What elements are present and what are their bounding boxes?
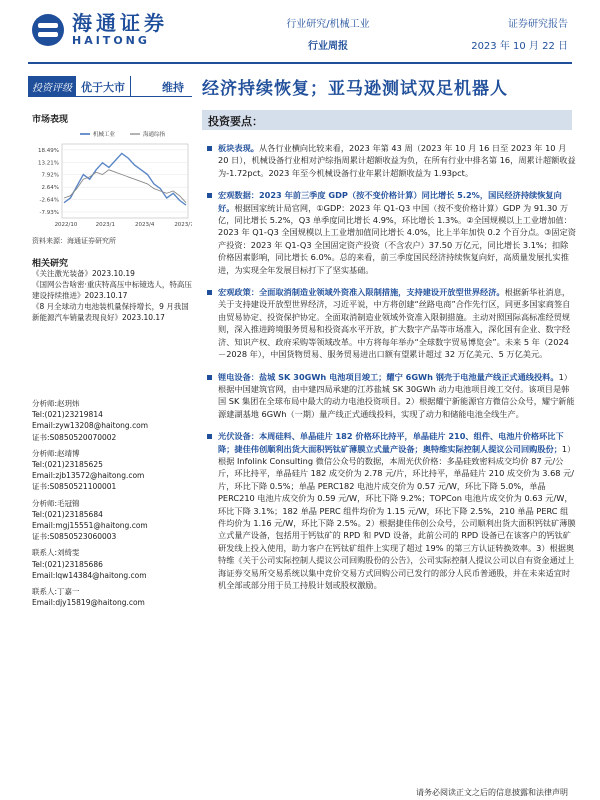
market-performance-title: 市场表现 [32, 115, 69, 125]
analyst-email[interactable]: Email:zyw13208@haitong.com [32, 421, 149, 431]
para-heading: 宏观数据：2023 年前三季度 GDP（按不变价格计算）同比增长 5.2%，国民经济持续恢复向好。 [218, 190, 562, 213]
market-chart-svg [28, 124, 192, 232]
analyst-tel: Tel:(021)23185625 [32, 460, 103, 470]
analyst-card [32, 498, 192, 543]
related-item[interactable]: 《国网公告啥密·重庆特高压中标镜选人，特高压建设持续推进》2023.10.17 [32, 280, 192, 300]
y-tick-label: 18.49% [38, 147, 59, 154]
analyst-cert: 证书:S0850523060003 [32, 532, 117, 542]
para-body: 1）根据中国建筑官网，由中建四局承建的江苏盐城 SK 30GWh 动力电池项目竣工交付。该项目是韩国 SK 集团在全球布局中最大的动力电池投资项目。2）根据耀宁新能源官方微信公众号，耀宁新能源建湖基地 6GWh（一期）量产线正式通线投料，实现了动力和储能电池全线生产。 [218, 371, 575, 419]
y-tick-label: -2.64% [39, 197, 59, 204]
para-lithium-equipment [206, 371, 576, 421]
key-points-title: 投资要点： [208, 115, 263, 128]
para-pv-equipment [206, 430, 576, 591]
report-meta [471, 14, 568, 58]
analyst-name: 分析师:赵玥炜 [32, 399, 80, 408]
para-heading: 板块表现。 [218, 143, 259, 153]
x-tick-label: 2023/7 [174, 222, 192, 228]
logo-cn: 海通证券 [72, 11, 168, 35]
analyst-name: 分析师:毛冠锦 [32, 498, 80, 508]
x-tick-label: 2023/4 [134, 222, 155, 228]
rating-underline [28, 96, 192, 97]
para-body: 1）根据 Infolink Consulting 微信公众号的数据，本周光伏价格：多晶硅致密料成交均价 87 元/公斤，环比持平，单晶硅片 182 成交价为 2.78 元/片，环比持平，单晶硅片 210 成交价为 3.68 元/片，环比下降 0.5%；单晶 PERC182 电池片成交价为 0.57 元/W，环比下降 5.0%，单晶 PERC210 电池片成交价为 0.59 元/W，环比下降 9.2%；TOPCon 电池片成交价为 0.63 元/W，环比下降 3.1%；182 单晶 PERC 组件均价为 1.15 元/W，环比下降 2.5%，210 单晶 PERC 组件均价为 1.16 元/W，环比下降 2.5%。2）根据捷佳伟创公众号，公司顺利出货大面积钙钛矿薄膜立式量产设备，包括用于钙钛矿的 RPD 和 PVD 设备，此前公司的 RPD 设备已在该客户的钙钛矿研发线上投入使用，助力客户在钙钛矿组件上实现了超过 19% 的第三方认证转换效率。3）根据奥特维《关于公司实际控制人提议公司回购股份的公告》，公司实际控制人提议公司以自有资金通过上海证券交易所交易系统以集中竞价交易方式回购公司已发行的部分人民币普通股，并在未来适宜时机全部或部分用于员工持股计划或股权激励。 [218, 443, 576, 590]
page-header [0, 0, 600, 62]
para-body: 根据国家统计局官网，①GDP：2023 年 Q1-Q3 中国（按不变价格计算）GDP 为 91.30 万亿，同比增长 5.2%，Q3 单季度同比增长 4.9%，环比增长 1.3%。②全国规模以上工业增加值：2023 年 Q1-Q3 全国规模以上工业增加值同比增长 4.0%，比上半年加快 0.2 个百分点。③固定资产投资：2023 年 Q1-Q3 全国固定资产投资（不含农户）37.50 万亿元，同比增长 3.1%；扣除价格因素影响，同比增长 6.0%。总的来看，前三季度国民经济持续恢复向好，高质量发展扎实推进，为实现全年发展目标打下了坚实基础。 [218, 202, 576, 275]
x-tick-label: 2022/10 [54, 222, 78, 228]
related-research-list [32, 268, 192, 323]
analyst-card [32, 448, 192, 493]
report-date: 2023 年 10 月 22 日 [471, 41, 568, 52]
para-body: 从各行业横向比较来看，2023 年第 43 周（2023 年 10 月 16 日至 2023 年 10 月 20 日），机械设备行业相对沪综指周累计超额收益为负，在所有行业中排名第 16，周累计超额收益为-1.72pct。2023 年至今机械设备行业年累计超额收益为 1.93pct。 [218, 143, 576, 178]
main-content [206, 142, 576, 601]
analyst-email[interactable]: Email:djy15819@haitong.com [32, 598, 145, 608]
para-heading: 光伏设备：本周硅料、单晶硅片 182 价格环比持平，单晶硅片 210、组件、电池片价格环比下降；捷佳伟创顺利出货大面积钙钛矿薄膜立式量产设备；奥特维实际控制人提议公司回购股份； [218, 431, 564, 454]
report-category [268, 14, 388, 58]
rating-value: 优于大市 [81, 81, 125, 94]
haitong-logo [32, 12, 168, 48]
para-macro-data [206, 189, 576, 276]
related-item[interactable]: 《关注激光装备》2023.10.19 [32, 269, 135, 278]
analyst-cert: 证书:S0850521100001 [32, 482, 117, 492]
report-type: 行业周报 [308, 41, 348, 52]
analyst-email[interactable]: Email:lqw14384@haitong.com [32, 570, 147, 580]
analyst-name: 联系人:刘绮雯 [32, 548, 80, 558]
related-research-title: 相关研究 [32, 259, 69, 269]
rating-divider [130, 76, 131, 96]
market-chart [28, 124, 192, 232]
haitong-logo-icon [32, 14, 64, 46]
header-divider [28, 62, 572, 64]
report-title: 经济持续恢复；亚马逊测试双足机器人 [202, 79, 508, 99]
para-heading: 锂电设备：盐城 SK 30GWh 电池项目竣工；耀宁 6GWh 钢壳于电池量产线正式通线投料。 [218, 371, 559, 382]
analyst-email[interactable]: Email:zjb13572@haitong.com [32, 471, 145, 481]
related-item[interactable]: 《8 月全球动力电池装机量保持增长，9 月我国新能源汽车销量表现良好》2023.10.17 [32, 302, 189, 322]
para-heading: 宏观政策：全面取消制造业领域外资准入限制措施，支持建设开放型世界经济。 [218, 287, 505, 298]
para-sector-performance [206, 142, 576, 179]
analyst-tel: Tel:(021)23219814 [32, 410, 103, 420]
analyst-card [32, 398, 192, 443]
analyst-tel: Tel:(021)23185686 [32, 559, 103, 569]
analyst-card [32, 547, 192, 581]
chart-source: 资料来源：海通证券研究所 [32, 237, 116, 245]
series-line-1 [64, 153, 186, 205]
rating-label: 投资评级 [28, 76, 76, 96]
analyst-card [32, 586, 192, 608]
rating-status: 维持 [162, 81, 184, 94]
legend-label: 机械工业 [93, 132, 116, 138]
y-tick-label: 13.21% [38, 160, 59, 167]
para-macro-policy [206, 286, 576, 360]
y-tick-label: -7.93% [39, 209, 59, 216]
category-label: 行业研究/机械工业 [286, 19, 370, 30]
investment-rating [28, 76, 192, 96]
analyst-email[interactable]: Email:mgj15551@haitong.com [32, 521, 148, 531]
y-tick-label: 2.64% [41, 185, 59, 192]
report-label: 证券研究报告 [508, 19, 568, 30]
x-tick-label: 2023/1 [95, 222, 116, 228]
analyst-name: 联系人:丁嘉一 [32, 587, 80, 597]
para-body: 根据新华社消息，关于支持建设开放型世界经济，习近平说，中方将创建“丝路电商”合作先行区，同更多国家商签自由贸易协定、投资保护协定。全面取消制造业领域外资准入限制措施。主动对照国际高标准经贸规则，深入推进跨境服务贸易和投资高水平开放，扩大数字产品等市场准入，深化国有企业、数字经济、知识产权、政府采购等领域改革。中方将每年举办“全球数字贸易博览会”。未来 5 年（2024－2028 年），中国货物贸易、服务贸易进出口额有望累计超过 32 万亿美元、5 万亿美元。 [218, 287, 571, 360]
y-tick-label: 7.92% [41, 172, 59, 179]
analyst-list [32, 398, 192, 613]
footer-disclaimer: 请务必阅读正文之后的信息披露和法律声明 [416, 788, 568, 797]
legend-label: 海通综指 [143, 132, 166, 138]
logo-en: HAITONG [72, 34, 150, 47]
analyst-tel: Tel:(021)23185684 [32, 509, 103, 519]
analyst-cert: 证书:S0850520070002 [32, 432, 117, 442]
analyst-name: 分析师:赵靖博 [32, 448, 80, 458]
